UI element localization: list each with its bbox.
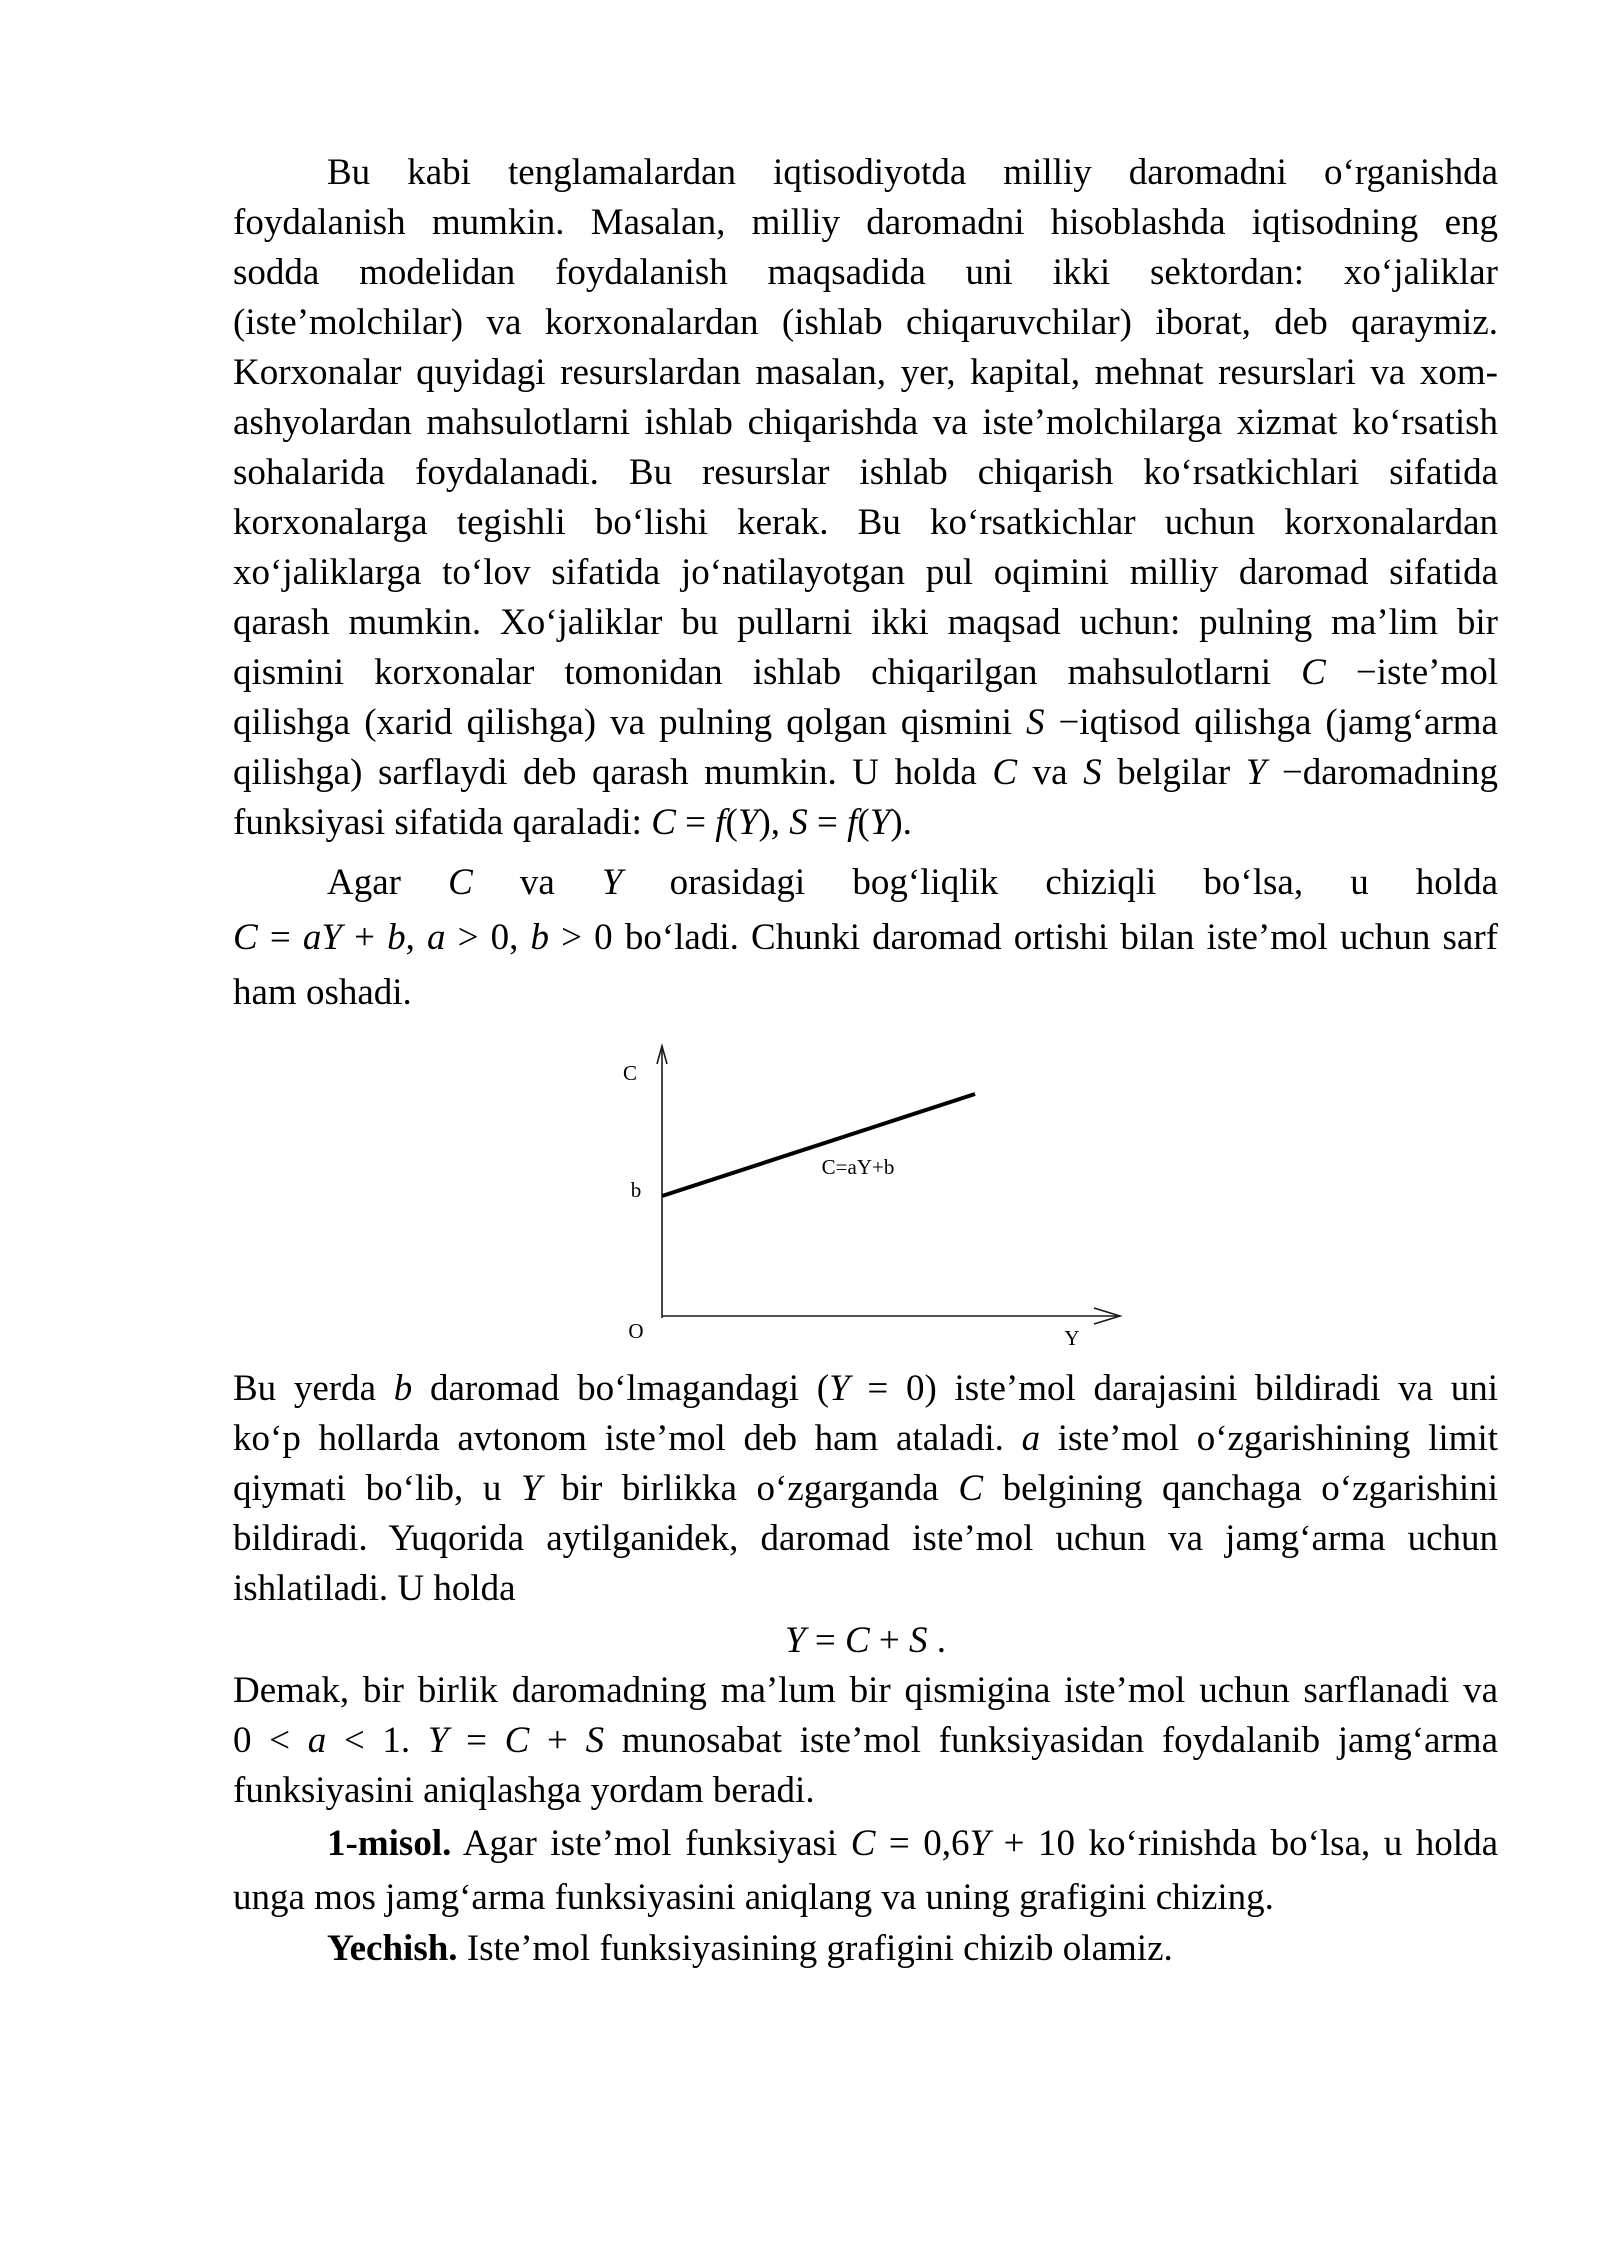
math-variable: S [1083, 752, 1102, 793]
text-line [233, 598, 1498, 648]
math-expression: = 0 [849, 1368, 925, 1409]
text-run: foydalanish mumkin. Masalan, milliy daromadni hisoblashda iqtisodning eng [233, 202, 1498, 243]
math-variable: C [504, 1720, 530, 1761]
math-variable: b [530, 917, 550, 958]
math-variable: a [1021, 1418, 1041, 1459]
y-axis-label: C [622, 1061, 638, 1085]
math-variable: S [585, 1720, 605, 1761]
paragraph-explanation [233, 1364, 1498, 1614]
display-formula [233, 1616, 1498, 1666]
text-line [233, 498, 1498, 548]
x-axis-label: Y [1064, 1326, 1080, 1350]
text-run: Bu yerda [233, 1368, 394, 1409]
math-expression: − [1266, 752, 1303, 793]
math-expression: = [675, 802, 716, 843]
text-run: orasidagi bog‘liqlik chiziqli bo‘lsa, u holda [622, 862, 1499, 903]
text-line [233, 1817, 1498, 1871]
text-run: ko‘rinishda bo‘lsa, u holda [1075, 1823, 1498, 1864]
math-variable: C [844, 1620, 870, 1661]
math-expression: ), [758, 802, 790, 843]
text-run: qiymati bo‘lib, u [233, 1468, 521, 1509]
math-expression: = [257, 917, 303, 958]
math-variable: Y [1245, 752, 1267, 793]
text-line [233, 248, 1498, 298]
math-expression: < 1. [326, 1720, 428, 1761]
text-line [233, 648, 1498, 698]
consumption-line [662, 1094, 975, 1196]
paragraph-conclusion [233, 1666, 1498, 1816]
origin-label: O [628, 1319, 644, 1343]
text-run: Demak, bir birlik daromadning ma’lum bir qismigina iste’mol uchun sarflanadi va [233, 1670, 1498, 1711]
math-variable: C [850, 1823, 876, 1864]
math-expression: − [1325, 652, 1377, 693]
bold-label: 1-misol. [327, 1823, 452, 1864]
math-expression: . [927, 1620, 946, 1661]
text-line [233, 748, 1498, 798]
text-run: va [1017, 752, 1084, 793]
text-run: sohalarida foydalanadi. Bu resurslar ishlab chiqarish ko‘rsatkichlari sifatida [233, 452, 1498, 493]
text-line [233, 1871, 1498, 1925]
math-variable: C [958, 1468, 983, 1509]
math-expression: − [1044, 702, 1080, 743]
consumption-function-graph [600, 1030, 1140, 1360]
text-line [233, 1616, 1498, 1666]
math-variable: Y [829, 1368, 850, 1409]
text-run: ) iste’mol darajasini bildiradi va uni [924, 1368, 1498, 1409]
text-line [233, 1766, 1498, 1816]
text-line [233, 1666, 1498, 1716]
math-expression: ( [857, 802, 870, 843]
text-line [233, 348, 1498, 398]
math-expression: + [341, 917, 388, 958]
math-variable: f [847, 802, 858, 843]
text-run: iqtisod qilishga (jamg‘arma [1079, 702, 1498, 743]
text-run: xo‘jaliklarga to‘lov sifatida jo‘natilayotgan pul oqimini milliy daromad sifatida [233, 552, 1498, 593]
text-line [233, 548, 1498, 598]
math-expression: + [869, 1620, 909, 1661]
text-line [233, 148, 1498, 198]
bold-label: Yechish. [327, 1928, 458, 1969]
text-line [233, 198, 1498, 248]
text-run: munosabat iste’mol funksiyasidan foydalanib jamg‘arma [604, 1720, 1498, 1761]
text-line [233, 298, 1498, 348]
math-variable: C [1301, 652, 1326, 693]
text-line [233, 448, 1498, 498]
math-variable: Y [969, 1823, 991, 1864]
text-line [233, 1414, 1498, 1464]
math-expression: > 0, [445, 917, 531, 958]
text-run: daromadning [1302, 752, 1498, 793]
text-run: Agar iste’mol funksiyasi [451, 1823, 851, 1864]
text-run: ham oshadi. [233, 972, 412, 1013]
text-run: bildiradi. Yuqorida aytilganidek, daromad iste’mol uchun va jamg‘arma uchun [233, 1518, 1498, 1559]
text-run: funksiyasi sifatida qaraladi: [233, 802, 652, 843]
text-line [233, 1924, 1498, 1974]
text-line [233, 798, 1498, 848]
text-run: sodda modelidan foydalanish maqsadida uni ikki sektordan: xo‘jaliklar [233, 252, 1498, 293]
math-variable: Y [601, 862, 623, 903]
text-run: Bu kabi tenglamalardan iqtisodiyotda milliy daromadni o‘rganishda [327, 152, 1498, 193]
math-variable: Y [737, 802, 759, 843]
text-run: bir birlikka o‘zgarganda [541, 1468, 959, 1509]
math-variable: a [426, 917, 446, 958]
math-expression: = [448, 1720, 505, 1761]
math-variable: f [715, 802, 726, 843]
math-variable: b [393, 1368, 413, 1409]
math-variable: Y [427, 1720, 449, 1761]
math-expression: = [805, 1620, 845, 1661]
math-expression: + [529, 1720, 586, 1761]
paragraph-solution [233, 1924, 1498, 1974]
math-expression: 0 < [233, 1720, 308, 1761]
text-line [233, 965, 1498, 1020]
text-line [233, 1364, 1498, 1414]
math-variable: Y [520, 1468, 542, 1509]
text-run: belgilar [1101, 752, 1246, 793]
text-run: qismini korxonalar tomonidan ishlab chiqarilgan mahsulotlarni [233, 652, 1302, 693]
math-variable: C [651, 802, 676, 843]
math-expression: + 10 [990, 1823, 1076, 1864]
math-variable: aY [302, 917, 342, 958]
math-expression: > 0 [549, 917, 613, 958]
text-run: Iste’mol funksiyasining grafigini chizib olamiz. [457, 1928, 1173, 1969]
text-line [233, 698, 1498, 748]
text-run: daromad bo‘lmagandagi ( [412, 1368, 830, 1409]
text-run: funksiyasini aniqlashga yordam beradi. [233, 1770, 815, 1811]
math-variable: C [233, 917, 258, 958]
text-run: korxonalarga tegishli bo‘lishi kerak. Bu ko‘rsatkichlar uchun korxonalardan [233, 502, 1498, 543]
text-run: qilishga (xarid qilishga) va pulning qolgan qismini [233, 702, 1026, 743]
math-variable: S [909, 1620, 928, 1661]
math-expression: = 0,6 [875, 1823, 970, 1864]
text-run: qarash mumkin. Xo‘jaliklar bu pullarni ikki maqsad uchun: pulning ma’lim bir [233, 602, 1498, 643]
math-expression: , [405, 917, 427, 958]
math-variable: C [992, 752, 1018, 793]
paragraph-intro [233, 148, 1498, 848]
text-line [233, 910, 1498, 965]
text-run: ashyolardan mahsulotlarni ishlab chiqarishda va iste’molchilarga xizmat ko‘rsatish [233, 402, 1498, 443]
math-variable: Y [869, 802, 891, 843]
paragraph-linear-relation [233, 855, 1498, 1020]
text-run: ishlatiladi. U holda [233, 1568, 516, 1609]
text-line [233, 1564, 1498, 1614]
text-line [233, 1716, 1498, 1766]
math-expression: = [807, 802, 848, 843]
text-line [233, 1464, 1498, 1514]
text-run: qilishga) sarflaydi deb qarash mumkin. U holda [233, 752, 993, 793]
math-variable: S [789, 802, 808, 843]
intercept-label: b [630, 1178, 642, 1202]
math-expression: ( [725, 802, 738, 843]
text-run: iste’mol o‘zgarishining limit [1040, 1418, 1498, 1459]
text-run: (iste’molchilar) va korxonalardan (ishlab chiqaruvchilar) iborat, deb qaraymiz. [233, 302, 1498, 343]
text-run: Korxonalar quyidagi resurslardan masalan, yer, kapital, mehnat resurslari va xom- [233, 352, 1498, 393]
text-run: va [472, 862, 602, 903]
math-variable: S [1026, 702, 1045, 743]
text-run: bo‘ladi. Chunki daromad ortishi bilan iste’mol uchun sarf [612, 917, 1498, 958]
text-run: belgining qanchaga o‘zgarishini [983, 1468, 1498, 1509]
text-run: ko‘p hollarda avtonom iste’mol deb ham ataladi. [233, 1418, 1022, 1459]
text-line [233, 398, 1498, 448]
text-line [233, 1514, 1498, 1564]
math-variable: a [307, 1720, 327, 1761]
math-expression: ). [890, 802, 912, 843]
text-run: iste’mol [1376, 652, 1498, 693]
text-line [233, 855, 1498, 910]
text-run: unga mos jamg‘arma funksiyasini aniqlang va uning grafigini chizing. [233, 1877, 1274, 1918]
line-equation-label: C=aY+b [821, 1155, 895, 1179]
math-variable: Y [784, 1620, 806, 1661]
math-variable: C [448, 862, 473, 903]
math-variable: b [387, 917, 406, 958]
paragraph-example [233, 1817, 1498, 1925]
text-run: Agar [327, 862, 449, 903]
